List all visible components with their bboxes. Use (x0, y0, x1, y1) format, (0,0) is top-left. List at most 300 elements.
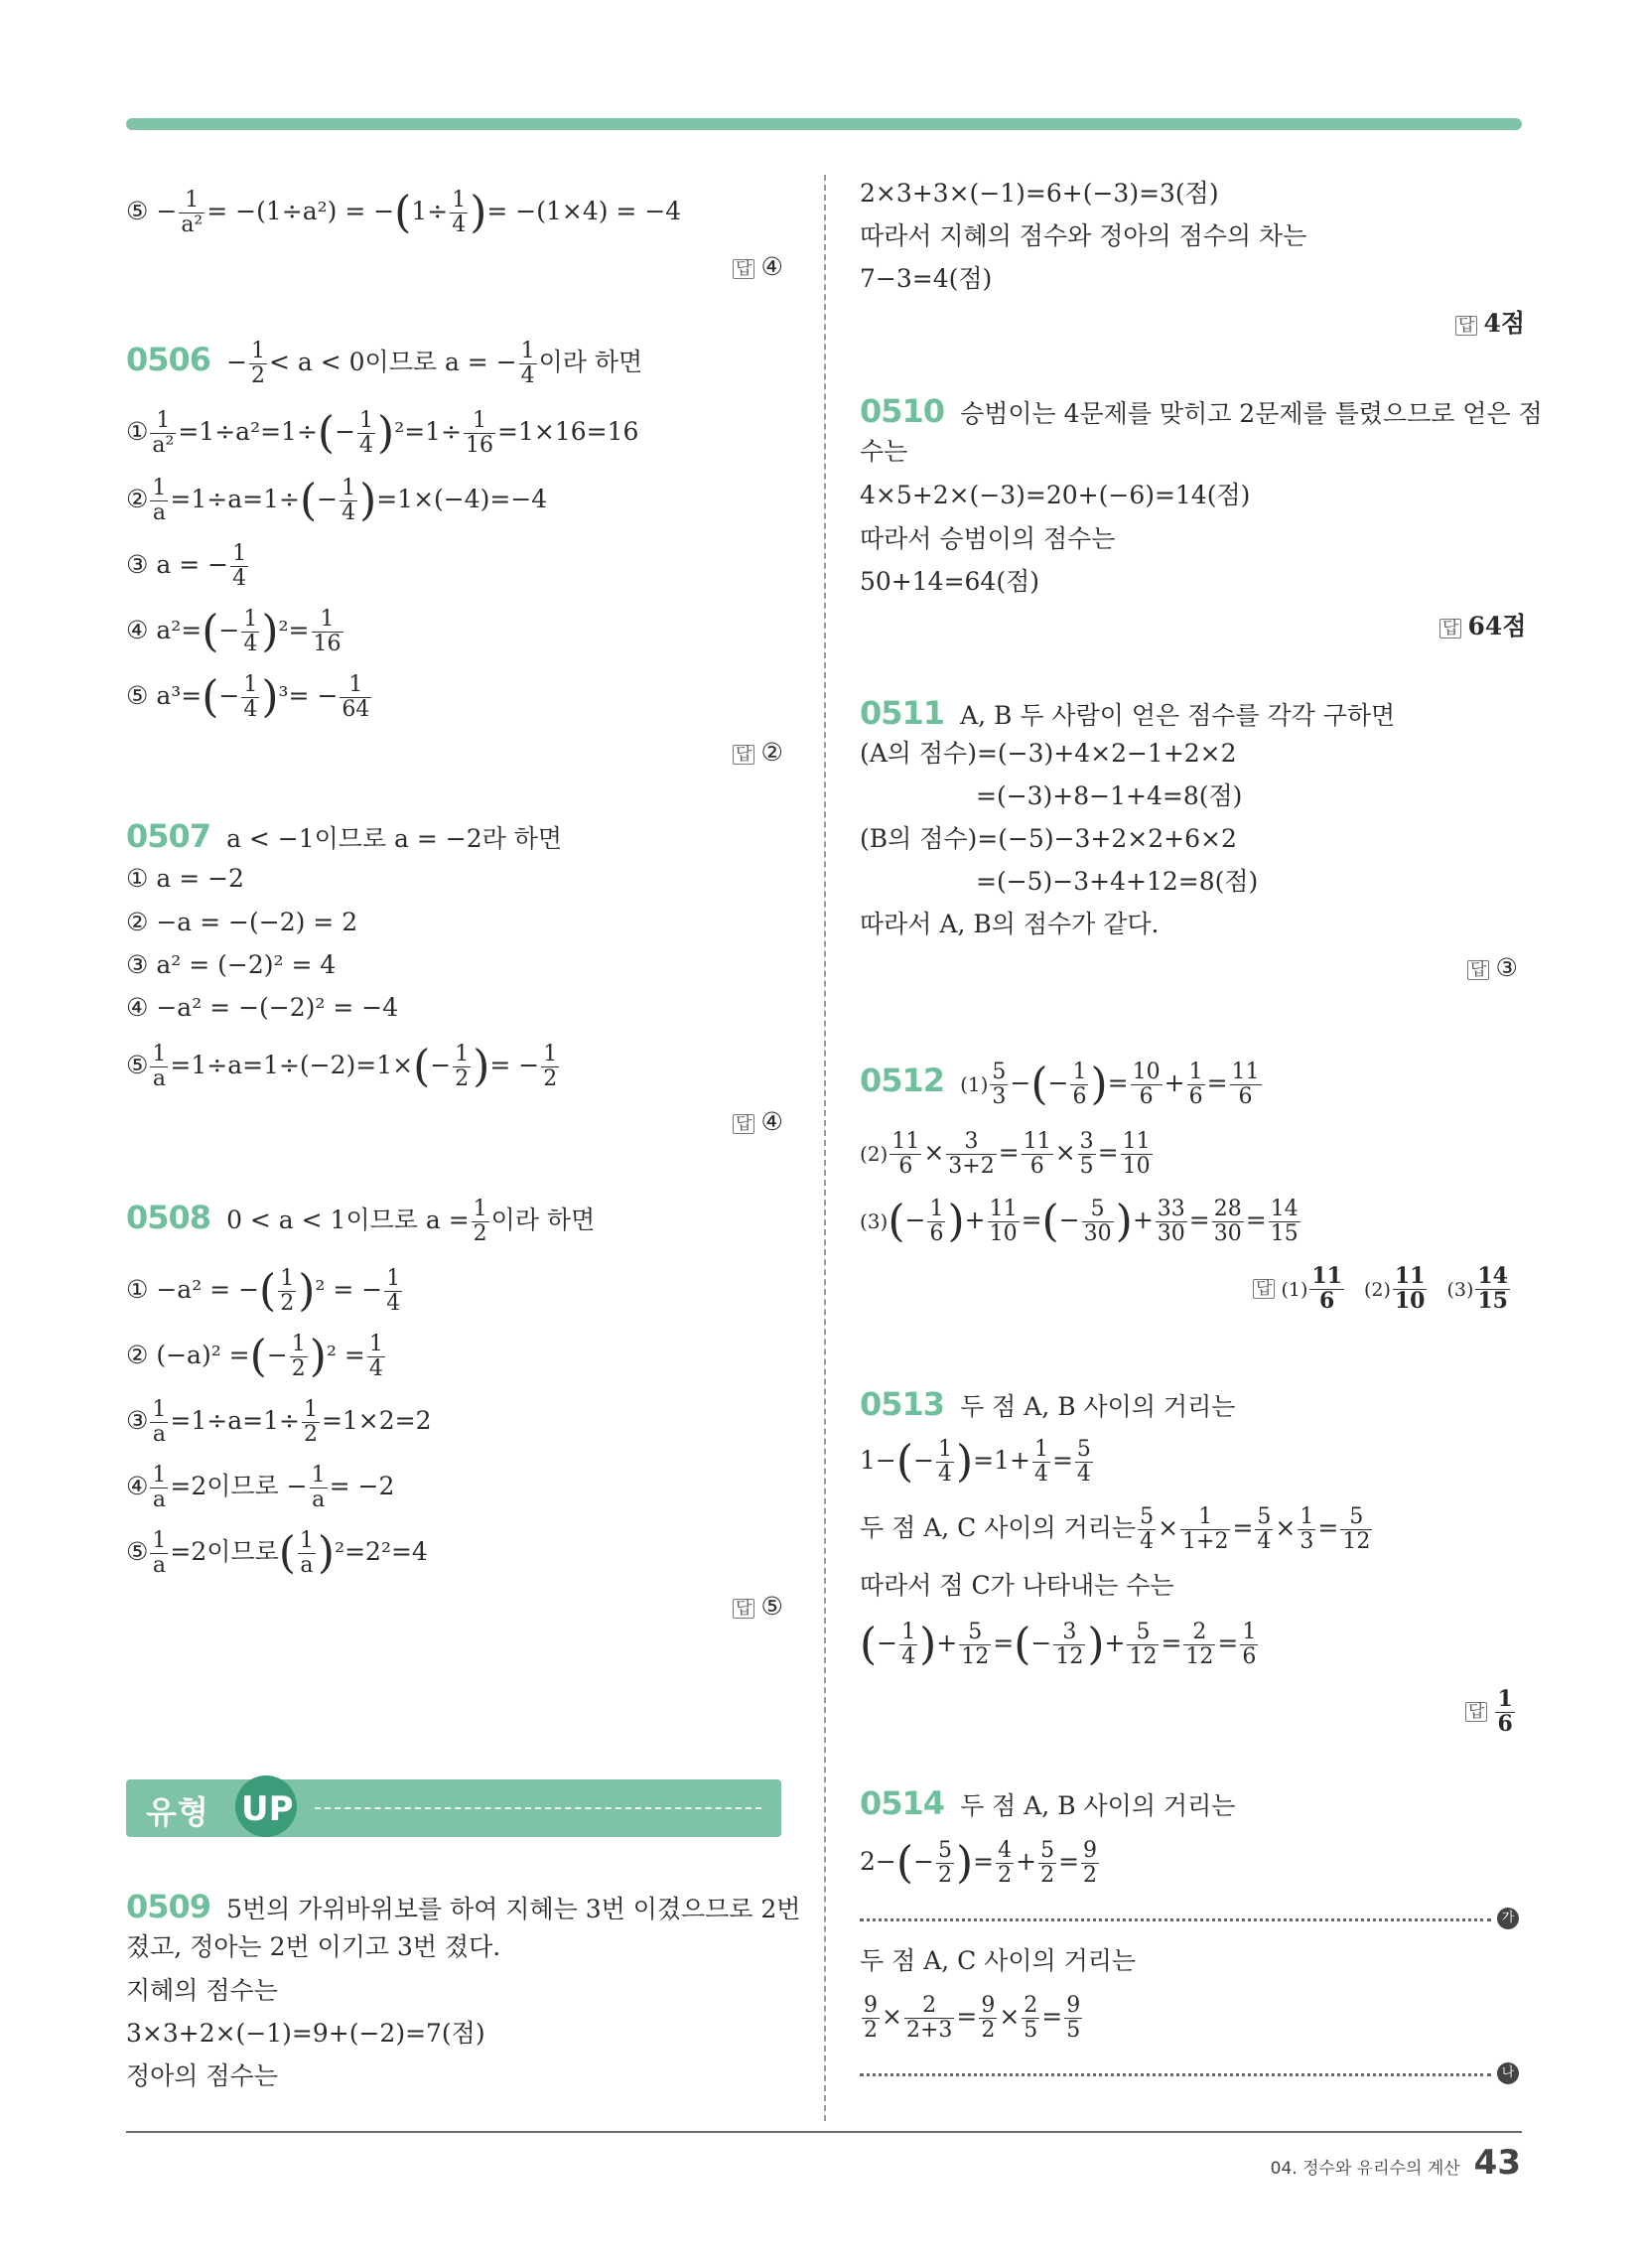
denominator: 6 (1238, 1083, 1253, 1109)
text: ④ (760, 1107, 783, 1136)
text: 두 점 A, B 사이의 거리는 (960, 1791, 1236, 1820)
text: 64점 (1467, 612, 1527, 640)
numerator: 1 (280, 1266, 295, 1291)
answer-icon: 답 (1465, 1702, 1487, 1722)
fraction (1081, 1839, 1099, 1888)
fraction (298, 1529, 316, 1578)
text: ² = − (315, 1274, 383, 1304)
parenthesis: ( (1041, 1196, 1059, 1247)
text: 1÷ (411, 196, 449, 225)
denominator: 6 (1188, 1083, 1203, 1109)
fraction (1255, 1505, 1273, 1554)
fraction (150, 477, 168, 525)
denominator: a (152, 1552, 166, 1578)
denominator: 2 (303, 1421, 318, 1447)
denominator: 3 (992, 1083, 1007, 1109)
denominator: a (152, 1065, 166, 1091)
problem-number: 0507 (126, 817, 211, 855)
text: = (998, 1137, 1020, 1167)
parenthesis: ( (394, 187, 412, 238)
text: × (923, 1137, 945, 1167)
text: ① −a² = − (126, 1274, 260, 1304)
numerator: 5 (1340, 1505, 1372, 1530)
numerator: 1 (901, 1620, 916, 1644)
p513-line4 (860, 1621, 1260, 1669)
denominator: 4 (901, 1643, 916, 1669)
numerator: 1 (929, 1197, 944, 1221)
denominator: 4 (452, 212, 467, 237)
fraction (1340, 1505, 1372, 1554)
p509-line2: 졌고, 정아는 2번 이기고 3번 졌다. (126, 1932, 501, 1961)
p508-line3 (126, 1398, 432, 1447)
numerator: 4 (998, 1838, 1013, 1863)
fraction (472, 1198, 489, 1246)
answer-icon: 답 (733, 745, 754, 765)
denominator: a (312, 1487, 326, 1512)
fraction (1121, 1130, 1153, 1179)
fraction (302, 1398, 320, 1447)
denominator: 64 (342, 696, 370, 722)
numerator: 5 (1257, 1504, 1272, 1529)
denominator: 2 (937, 1862, 952, 1888)
fraction (996, 1839, 1014, 1888)
denominator: 6 (1319, 1287, 1335, 1314)
p513-answer (1465, 1688, 1517, 1737)
text: 두 점 A, B 사이의 거리는 (960, 1392, 1236, 1421)
denominator: 15 (1477, 1287, 1508, 1314)
answer-icon: 답 (1439, 619, 1461, 638)
parenthesis: ) (1090, 1059, 1108, 1110)
text: − (913, 1846, 934, 1876)
parenthesis: ( (259, 1265, 277, 1317)
p506-line2 (126, 477, 547, 525)
fraction (1298, 1505, 1315, 1554)
denominator: a (300, 1552, 314, 1578)
text: (1) (1281, 1278, 1308, 1301)
numerator: 5 (1140, 1504, 1155, 1529)
parenthesis: ( (1014, 1619, 1031, 1670)
p509c-line2: 따라서 지혜의 점수와 정아의 점수의 차는 (860, 221, 1307, 250)
denominator: 12 (1342, 1528, 1371, 1554)
p514-intro (860, 1784, 1236, 1822)
text: =1×16=16 (497, 416, 639, 446)
denominator: 12 (961, 1643, 990, 1669)
p508-answer (733, 1594, 783, 1619)
numerator: 9 (981, 1993, 996, 2018)
fraction (241, 673, 259, 722)
fraction (249, 340, 267, 388)
text: − (226, 347, 248, 376)
numerator: 3 (946, 1130, 996, 1155)
p507-line3: ③ a² = (−2)² = 4 (126, 950, 337, 979)
p509-line4: 3×3+2×(−1)=9+(−2)=7(점) (126, 2019, 485, 2048)
fraction (310, 1464, 328, 1512)
numerator: 14 (1270, 1197, 1299, 1221)
p513-line2 (860, 1505, 1374, 1554)
denominator: 2 (280, 1290, 295, 1316)
numerator: 1 (543, 1042, 558, 1066)
parenthesis: ( (278, 1527, 296, 1579)
p511-answer (1467, 955, 1518, 980)
answer-icon: 답 (733, 1114, 754, 1134)
p506-line3 (126, 542, 250, 591)
fraction (367, 1333, 385, 1381)
answer-icon: 답 (1467, 960, 1489, 980)
text: − (1030, 1628, 1052, 1657)
numerator: 1 (340, 673, 371, 698)
denominator: 4 (368, 1355, 383, 1381)
p509-line1 (126, 1888, 801, 1925)
numerator: 9 (1066, 1993, 1081, 2018)
p506-answer (733, 740, 783, 765)
p511-line3: =(−3)+8−1+4=8(점) (976, 781, 1243, 810)
denominator: 16 (466, 432, 494, 458)
denominator: a² (152, 432, 175, 458)
text: = (973, 1846, 995, 1876)
p510-line5: 50+14=64(점) (860, 567, 1039, 596)
text: ① (126, 416, 149, 446)
p509c-line3: 7−3=4(점) (860, 264, 993, 293)
answer-icon: 답 (733, 259, 754, 279)
fraction (1038, 1839, 1056, 1888)
fraction (1053, 1621, 1085, 1669)
fraction (1240, 1621, 1258, 1669)
dotted-marker-line (860, 1918, 1491, 1921)
text: ⑤ (126, 1536, 149, 1566)
top-accent-bar (126, 118, 1522, 130)
text: = (1021, 1205, 1042, 1234)
text: = (1097, 1137, 1119, 1167)
p514-line1 (860, 1839, 1101, 1888)
text: × (999, 2001, 1021, 2031)
numerator: 1 (243, 672, 258, 697)
dotted-marker-line (860, 2073, 1491, 2076)
p506-line1 (126, 409, 638, 458)
p509-line3: 지혜의 점수는 (126, 1976, 278, 2005)
type-label: 유형 (146, 1793, 209, 1831)
parenthesis: ) (261, 671, 279, 723)
parenthesis: ( (1030, 1059, 1048, 1110)
text: 5번의 가위바위보를 하여 지혜는 3번 이겼으므로 2번 (226, 1895, 801, 1923)
numerator: 1 (452, 188, 467, 213)
fraction (899, 1621, 917, 1669)
text: − (877, 1628, 898, 1657)
denominator: 4 (520, 362, 535, 388)
numerator: 9 (864, 1993, 878, 2018)
denominator: 1+2 (1182, 1528, 1229, 1554)
fraction (862, 1994, 880, 2043)
parenthesis: ( (317, 407, 336, 459)
fraction (1078, 1130, 1096, 1179)
text: − (904, 1205, 926, 1234)
text: ³= − (278, 680, 339, 710)
denominator: 2 (455, 1065, 470, 1091)
numerator: 3 (1079, 1129, 1094, 1154)
denominator: 2 (998, 1862, 1013, 1888)
text: ⑤ a³= (126, 680, 203, 710)
text: × (1275, 1512, 1297, 1542)
numerator: 5 (1040, 1838, 1055, 1863)
problem-number: 0512 (860, 1061, 945, 1099)
problem-number: 0513 (860, 1385, 945, 1423)
text: − (317, 484, 339, 513)
text: = (1058, 1846, 1080, 1876)
numerator: 1 (359, 408, 374, 433)
p514-line2: 두 점 A, C 사이의 거리는 (860, 1946, 1137, 1975)
denominator: 2 (291, 1355, 306, 1381)
denominator: 2 (864, 2017, 878, 2043)
denominator: 6 (1072, 1083, 1087, 1109)
text: = (1041, 2001, 1063, 2031)
text: 이라 하면 (538, 347, 643, 376)
numerator: 5 (937, 1838, 952, 1863)
denominator: 4 (232, 565, 247, 591)
fraction (1230, 1061, 1262, 1109)
fraction (453, 1043, 471, 1091)
fraction (1187, 1061, 1205, 1109)
parenthesis: ( (299, 475, 318, 526)
numerator: 1 (152, 1528, 167, 1553)
fraction (1269, 1198, 1300, 1246)
p505-line5 (126, 189, 681, 237)
numerator: 1 (303, 1397, 318, 1422)
denominator: 5 (1066, 2017, 1081, 2043)
p513-line1 (860, 1438, 1095, 1487)
parenthesis: ) (1115, 1196, 1133, 1247)
denominator: a (152, 1487, 166, 1512)
text: − (430, 1050, 452, 1079)
parenthesis: ( (202, 671, 219, 723)
parenthesis: ) (261, 606, 279, 657)
fraction (959, 1621, 991, 1669)
text: ² = (326, 1340, 365, 1369)
numerator: 1 (1033, 1437, 1048, 1462)
text: ④ a²= (126, 615, 203, 644)
numerator: 1 (152, 1463, 167, 1488)
numerator: 11 (1023, 1129, 1051, 1154)
fraction (1131, 1061, 1163, 1109)
denominator: 4 (243, 631, 258, 656)
numerator: 1 (291, 1332, 306, 1356)
text: =2이므로 (170, 1536, 279, 1566)
fraction (1183, 1621, 1215, 1669)
text: (3) (1446, 1278, 1474, 1301)
text: A, B 두 사람이 얻은 점수를 각각 구하면 (960, 701, 1396, 730)
problem-number: 0509 (126, 1888, 211, 1925)
text: ⑤ (760, 1592, 783, 1621)
text: = (1245, 1205, 1267, 1234)
denominator: 15 (1270, 1220, 1299, 1246)
text: ③ (1495, 953, 1518, 982)
numerator: 11 (1122, 1129, 1151, 1154)
denominator: 2 (251, 362, 266, 388)
fraction (1180, 1505, 1230, 1554)
fraction (1070, 1061, 1088, 1109)
parenthesis: ) (377, 407, 395, 459)
text: + (964, 1205, 986, 1234)
text: =1÷a=1÷ (170, 1405, 300, 1435)
text: (2) (1363, 1278, 1391, 1301)
fraction (936, 1839, 954, 1888)
p507-intro (126, 817, 563, 855)
text: 1− (860, 1445, 896, 1475)
denominator: 10 (989, 1220, 1018, 1246)
fraction (179, 189, 205, 237)
text: 승범이는 4문제를 맞히고 2문제를 틀렸으므로 얻은 점 (960, 399, 1543, 428)
p513-intro (860, 1385, 1236, 1423)
text: + (1132, 1205, 1154, 1234)
text: + (1016, 1846, 1037, 1876)
text: =1÷a²=1÷ (178, 416, 318, 446)
parenthesis: ( (895, 1837, 914, 1889)
numerator: 2 (1024, 1993, 1038, 2018)
denominator: 6 (898, 1153, 913, 1179)
p512-line2 (860, 1130, 1155, 1179)
p511-line1 (860, 694, 1396, 732)
denominator: 4 (1140, 1528, 1155, 1554)
text: = (1317, 1512, 1339, 1542)
p512-line3 (860, 1198, 1302, 1246)
denominator: 6 (1242, 1643, 1257, 1669)
p511-line5: =(−5)−3+4+12=8(점) (976, 867, 1259, 896)
text: × (1054, 1137, 1076, 1167)
fraction (450, 189, 468, 237)
text: ⑤ − (126, 196, 178, 225)
fraction (150, 1043, 168, 1091)
text: − (218, 680, 240, 710)
column-divider (824, 175, 826, 2121)
text: ²=1÷ (394, 416, 463, 446)
p507-answer (733, 1109, 783, 1134)
parenthesis: ) (1087, 1619, 1105, 1670)
parenthesis: ( (413, 1041, 431, 1092)
p509-line5: 정아의 점수는 (126, 2061, 278, 2090)
numerator: 9 (1083, 1838, 1098, 1863)
numerator: 14 (1477, 1263, 1508, 1289)
fraction (904, 1994, 954, 2043)
fraction (1393, 1265, 1428, 1314)
text: − (335, 416, 356, 446)
denominator: 10 (1122, 1153, 1151, 1179)
text: =1+ (973, 1445, 1030, 1475)
denominator: 6 (1497, 1710, 1513, 1737)
text: =1÷a=1÷ (170, 484, 300, 513)
numerator: 1 (150, 409, 176, 434)
parenthesis: ) (359, 475, 377, 526)
parenthesis: ) (317, 1527, 336, 1579)
fraction (150, 1398, 168, 1447)
denominator: 4 (1257, 1528, 1272, 1554)
parenthesis: ( (249, 1331, 267, 1382)
parenthesis: ( (888, 1196, 905, 1247)
text: ③ (126, 1405, 149, 1435)
p512-line1 (860, 1061, 1264, 1109)
page-footer (1271, 2143, 1521, 2183)
fraction (1064, 1994, 1082, 2043)
text: 0 < a < 1이므로 a = (226, 1205, 470, 1234)
denominator: 4 (1076, 1461, 1091, 1487)
text: ④ (126, 1471, 149, 1500)
numerator: 1 (1180, 1505, 1230, 1530)
text: (3) (860, 1208, 889, 1233)
p510-line4: 따라서 승범이의 점수는 (860, 524, 1116, 553)
p514-line3 (860, 1994, 1084, 2043)
text: 두 점 A, C 사이의 거리는 (860, 1512, 1137, 1542)
text: 4점 (1483, 309, 1525, 338)
fraction (979, 1994, 997, 2043)
numerator: 2 (904, 1994, 954, 2019)
numerator: 1 (520, 339, 535, 363)
numerator: 5 (959, 1621, 991, 1645)
text: =2이므로 − (170, 1471, 308, 1500)
numerator: 1 (386, 1266, 401, 1291)
denominator: 2 (543, 1065, 558, 1091)
p507-line5 (126, 1043, 561, 1091)
text: = (1107, 1067, 1129, 1097)
numerator: 1 (312, 608, 343, 633)
text: = (1217, 1628, 1239, 1657)
numerator: 1 (311, 1463, 326, 1488)
parenthesis: ) (473, 1041, 490, 1092)
denominator: 3+2 (948, 1153, 995, 1179)
text: =1×2=2 (321, 1405, 432, 1435)
text: + (1104, 1628, 1126, 1657)
text: = (1232, 1512, 1254, 1542)
parenthesis: ( (202, 606, 219, 657)
fraction (150, 1529, 168, 1578)
fraction (241, 608, 259, 656)
parenthesis: ) (955, 1436, 974, 1488)
problem-number: 0508 (126, 1198, 211, 1236)
numerator: 1 (152, 476, 167, 500)
numerator: 1 (152, 1042, 167, 1066)
fraction (1495, 1688, 1514, 1737)
text: = −(1×4) = −4 (486, 196, 682, 225)
text: = (1206, 1067, 1228, 1097)
fraction (340, 477, 357, 525)
fraction (230, 542, 248, 591)
numerator: 1 (455, 1042, 470, 1066)
p511-line6: 따라서 A, B의 점수가 같다. (860, 910, 1160, 938)
denominator: 12 (1055, 1643, 1084, 1669)
numerator: 2 (1183, 1621, 1215, 1645)
numerator: 3 (1053, 1621, 1085, 1645)
text: − (913, 1445, 934, 1475)
p510-line2: 수는 (860, 437, 908, 466)
denominator: 4 (937, 1461, 952, 1487)
parenthesis: ( (860, 1619, 878, 1670)
p510-answer (1439, 614, 1526, 638)
numerator: 1 (299, 1528, 314, 1553)
text: − (1058, 1205, 1080, 1234)
numerator: 1 (1300, 1504, 1314, 1529)
denominator: a² (181, 212, 204, 237)
parenthesis: ) (298, 1265, 316, 1317)
fraction (150, 1464, 168, 1512)
problem-number: 0506 (126, 340, 211, 378)
fraction (1127, 1621, 1159, 1669)
problem-number: 0514 (860, 1784, 945, 1822)
numerator: 10 (1132, 1060, 1161, 1084)
p506-intro (126, 340, 642, 388)
numerator: 11 (989, 1197, 1018, 1221)
fraction (357, 409, 375, 458)
denominator: 5 (1024, 2017, 1038, 2043)
text: 이라 하면 (490, 1205, 596, 1234)
text: = (993, 1628, 1015, 1657)
text: − (1047, 1067, 1069, 1097)
type-up-banner (126, 1779, 781, 1837)
